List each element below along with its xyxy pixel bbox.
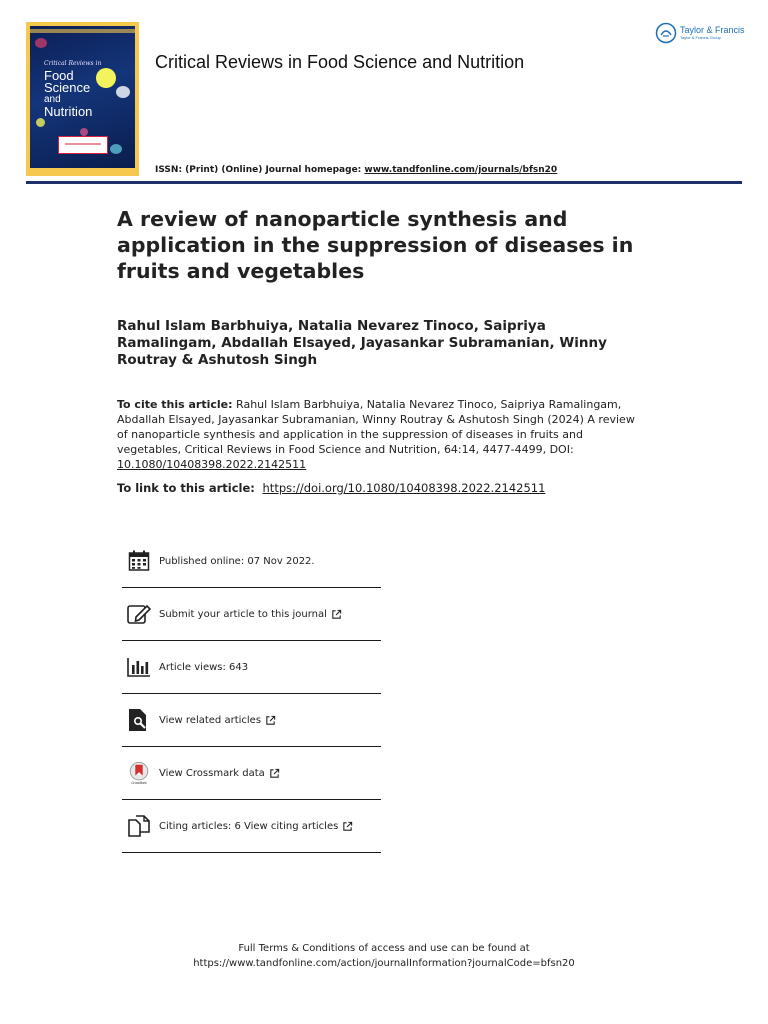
cite-doi-link[interactable]: 10.1080/10408398.2022.2142511	[117, 458, 307, 471]
related-articles-row[interactable]	[122, 694, 381, 747]
citing-articles-text: Citing articles: 6 View citing articles	[159, 820, 339, 832]
article-authors: Rahul Islam Barbhuiya, Natalia Nevarez Tinoco, Saipriya Ramalingam, Abdallah Elsayed, Jayasankar Subramanian, Winny Routray & Ashutosh Singh	[117, 318, 607, 368]
publisher-group: Taylor & Francis Group	[680, 35, 721, 40]
cover-artwork	[30, 26, 135, 168]
citing-articles-row[interactable]	[122, 800, 381, 853]
cite-text: Rahul Islam Barbhuiya, Natalia Nevarez Tinoco, Saipriya Ramalingam, Abdallah Elsayed, Jayasankar Subramanian, Winny Routray & Ashutosh Singh (2024) A review of nanoparticle synthesis and application in the suppression of diseases in fruits and vegetables, Critical Reviews in Food Science and Nutrition, 64:14, 4477-4499, DOI:	[117, 398, 635, 456]
citation-block	[117, 397, 637, 472]
article-views-text: Article views: 643	[159, 661, 249, 673]
cover-title: Food Science and Nutrition	[44, 68, 93, 119]
related-articles-text: View related articles	[159, 714, 262, 726]
article-link-line	[117, 481, 677, 495]
crossmark-icon	[127, 761, 151, 785]
external-link-icon	[269, 768, 280, 779]
published-online-row	[122, 535, 381, 588]
calendar-icon	[127, 549, 151, 573]
bar-chart-icon	[127, 655, 151, 679]
external-link-icon	[342, 821, 353, 832]
terms-footer	[0, 941, 768, 971]
article-title: A review of nanoparticle synthesis and application in the suppression of diseases in fruits and vegetables	[117, 207, 634, 283]
article-views-row	[122, 641, 381, 694]
terms-url[interactable]: https://www.tandfonline.com/action/journalInformation?journalCode=bfsn20	[193, 958, 575, 969]
issn-text: ISSN: (Print) (Online) Journal homepage:	[155, 165, 362, 175]
journal-cover-image	[26, 22, 139, 176]
edit-icon	[127, 602, 151, 626]
cite-label: To cite this article:	[117, 398, 233, 411]
issn-line	[155, 165, 557, 175]
journal-title: Critical Reviews in Food Science and Nutrition	[155, 52, 525, 72]
header-divider	[26, 181, 742, 184]
journal-homepage-link[interactable]: www.tandfonline.com/journals/bfsn20	[364, 165, 558, 175]
cover-label	[58, 136, 108, 154]
publisher-logo[interactable]	[655, 22, 745, 44]
taylor-francis-logo-icon	[655, 22, 677, 44]
svg-text:CrossMark: CrossMark	[131, 781, 147, 786]
published-online-text: Published online: 07 Nov 2022.	[159, 555, 315, 567]
external-link-icon	[265, 715, 276, 726]
publisher-name: Taylor & Francis	[680, 25, 745, 35]
terms-line: Full Terms & Conditions of access and use can be found at	[238, 943, 530, 954]
article-doi-link[interactable]: https://doi.org/10.1080/10408398.2022.2142511	[262, 481, 546, 495]
crossmark-text: View Crossmark data	[159, 767, 265, 779]
citing-documents-icon	[127, 814, 151, 838]
crossmark-row[interactable]	[122, 747, 381, 800]
link-label: To link to this article:	[117, 481, 255, 495]
document-search-icon	[127, 708, 151, 732]
external-link-icon	[331, 609, 342, 620]
article-info-list	[122, 535, 381, 853]
submit-article-text: Submit your article to this journal	[159, 608, 327, 620]
submit-article-row[interactable]	[122, 588, 381, 641]
cover-series-text: Critical Reviews in	[44, 60, 102, 67]
